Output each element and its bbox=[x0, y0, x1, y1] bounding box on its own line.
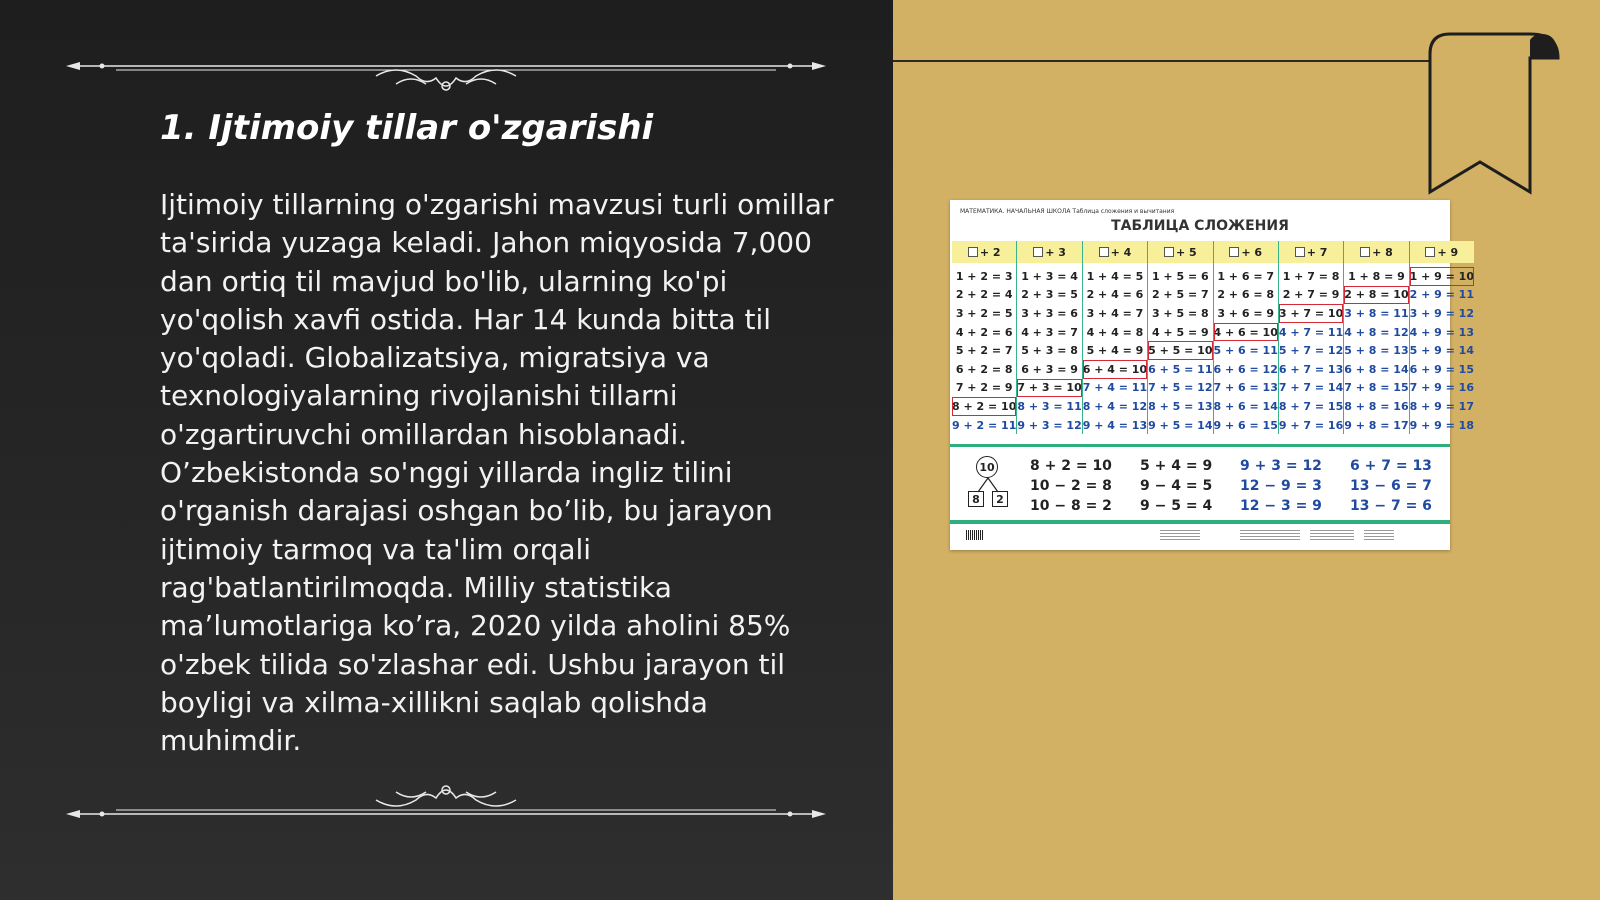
equation: 13 − 7 = 6 bbox=[1350, 498, 1432, 514]
table-column bbox=[1214, 241, 1279, 434]
table-cell: 5 + 6 = 11 bbox=[1213, 344, 1278, 358]
checkbox-square-icon bbox=[1164, 247, 1174, 257]
equation: 8 + 2 = 10 bbox=[1030, 458, 1112, 474]
table-cell: 2 + 9 = 11 bbox=[1409, 288, 1474, 302]
table-cell: 3 + 9 = 12 bbox=[1409, 306, 1474, 320]
table-cell: 3 + 8 = 11 bbox=[1344, 306, 1409, 320]
poster-header: МАТЕМАТИКА. НАЧАЛЬНАЯ ШКОЛА Таблица сложения и вычитания bbox=[960, 208, 1175, 215]
table-cell: 8 + 9 = 17 bbox=[1409, 399, 1474, 413]
table-cell: 6 + 5 = 11 bbox=[1148, 362, 1213, 376]
addition-grid bbox=[952, 241, 1474, 434]
table-cell: 7 + 3 = 10 bbox=[1017, 379, 1081, 398]
table-cell: 8 + 5 = 13 bbox=[1148, 399, 1213, 413]
table-cell: 4 + 4 = 8 bbox=[1086, 325, 1144, 339]
table-cell: 4 + 7 = 11 bbox=[1278, 325, 1344, 339]
table-cell: 8 + 2 = 10 bbox=[952, 397, 1016, 416]
checkbox-square-icon bbox=[1099, 247, 1109, 257]
column-header bbox=[1214, 241, 1278, 263]
poster-divider bbox=[950, 444, 1450, 447]
table-cell: 9 + 2 = 11 bbox=[952, 418, 1017, 432]
column-header bbox=[952, 241, 1016, 263]
column-header-label: + 2 bbox=[979, 245, 1001, 259]
equation-group bbox=[1240, 456, 1322, 516]
table-cell: 5 + 4 = 9 bbox=[1086, 344, 1144, 358]
checkbox-square-icon bbox=[1425, 247, 1435, 257]
table-column bbox=[1017, 241, 1082, 434]
column-header-label: + 9 bbox=[1437, 245, 1459, 259]
table-cell: 2 + 4 = 6 bbox=[1086, 288, 1144, 302]
bottom-ornament-divider bbox=[66, 770, 826, 830]
barcode-icon bbox=[966, 530, 984, 540]
checkbox-square-icon bbox=[968, 247, 978, 257]
table-cell: 9 + 3 = 12 bbox=[1017, 418, 1082, 432]
equation: 6 + 7 = 13 bbox=[1350, 458, 1432, 474]
table-cell: 1 + 8 = 9 bbox=[1348, 269, 1405, 283]
column-header-label: + 3 bbox=[1045, 245, 1066, 259]
column-header bbox=[1410, 241, 1474, 263]
column-header-label: + 7 bbox=[1306, 245, 1328, 259]
equation: 13 − 6 = 7 bbox=[1350, 478, 1432, 494]
table-cell: 4 + 2 = 6 bbox=[955, 325, 1013, 339]
poster-fineprint bbox=[1160, 530, 1200, 540]
table-cell: 3 + 7 = 10 bbox=[1279, 304, 1343, 323]
decomposition-part-b: 2 bbox=[992, 491, 1008, 507]
table-column bbox=[952, 241, 1017, 434]
table-cell: 9 + 4 = 13 bbox=[1082, 418, 1148, 432]
addition-table-image bbox=[950, 200, 1474, 550]
column-header bbox=[1279, 241, 1343, 263]
table-cell: 7 + 8 = 15 bbox=[1344, 381, 1409, 395]
table-cell: 1 + 7 = 8 bbox=[1282, 269, 1340, 283]
equation: 12 − 9 = 3 bbox=[1240, 478, 1322, 494]
table-cell: 4 + 5 = 9 bbox=[1151, 325, 1209, 339]
decomposition-total: 10 bbox=[976, 456, 998, 478]
column-header-label: + 4 bbox=[1110, 245, 1132, 259]
checkbox-square-icon bbox=[1033, 247, 1043, 257]
table-cell: 1 + 3 = 4 bbox=[1021, 269, 1078, 283]
equation: 10 − 2 = 8 bbox=[1030, 478, 1112, 494]
table-cell: 3 + 6 = 9 bbox=[1217, 306, 1275, 320]
column-header bbox=[1017, 241, 1081, 263]
table-cell: 9 + 9 = 18 bbox=[1409, 418, 1474, 432]
table-cell: 6 + 3 = 9 bbox=[1021, 362, 1078, 376]
table-cell: 4 + 6 = 10 bbox=[1214, 323, 1278, 342]
slide-title: 1. Ijtimoiy tillar o'zgarishi bbox=[160, 108, 654, 148]
table-cell: 2 + 8 = 10 bbox=[1344, 286, 1408, 305]
table-cell: 7 + 2 = 9 bbox=[955, 381, 1013, 395]
poster-fineprint bbox=[1364, 530, 1394, 540]
table-cell: 6 + 8 = 14 bbox=[1344, 362, 1409, 376]
table-cell: 2 + 6 = 8 bbox=[1217, 288, 1275, 302]
slide-body-text: Ijtimoiy tillarning o'zgarishi mavzusi turli omillar ta'sirida yuzaga keladi. Jahon miqyosida 7,000 dan ortiq til mavjud bo'lib, ularning ko'pi yo'qolish xavfi ostida. Har 14 kunda bitta til yo'qoladi. Globalizatsiya, migratsiya va texnologiyalarning rivojlanishi tillarni o'zgartiruvchi omillardan hisoblanadi. O’zbekistonda so'nggi yillarda ingliz tilini o'rganish darajasi oshgan bo’lib, bu jarayon ijtimoiy tarmoq va ta'lim orqali rag'batlantirilmoqda. Milliy statistika ma’lumotlariga ko’ra, 2020 yilda aholini 85% o'zbek tilida so'zlashar edi. Ushbu jarayon til boyligi va xilma-xillikni saqlab qolishda muhimdir. bbox=[160, 188, 834, 758]
decomposition-part-a: 8 bbox=[968, 491, 984, 507]
table-cell: 9 + 8 = 17 bbox=[1344, 418, 1409, 432]
table-cell: 5 + 9 = 14 bbox=[1409, 344, 1474, 358]
table-cell: 7 + 5 = 12 bbox=[1148, 381, 1213, 395]
table-cell: 5 + 7 = 12 bbox=[1278, 344, 1344, 358]
table-cell: 5 + 5 = 10 bbox=[1148, 341, 1212, 360]
accent-line bbox=[893, 60, 1453, 62]
poster-fineprint bbox=[1310, 530, 1354, 540]
table-cell: 2 + 2 = 4 bbox=[955, 288, 1013, 302]
column-header-label: + 6 bbox=[1241, 245, 1263, 259]
column-header bbox=[1083, 241, 1147, 263]
table-cell: 8 + 3 = 11 bbox=[1017, 399, 1082, 413]
table-cell: 6 + 2 = 8 bbox=[955, 362, 1013, 376]
table-column bbox=[1148, 241, 1213, 434]
table-cell: 2 + 5 = 7 bbox=[1151, 288, 1209, 302]
table-column bbox=[1344, 241, 1409, 434]
equation-group bbox=[1140, 456, 1212, 516]
table-cell: 4 + 8 = 12 bbox=[1344, 325, 1409, 339]
bookmark-ribbon-icon bbox=[1430, 34, 1560, 204]
table-cell: 5 + 3 = 8 bbox=[1021, 344, 1078, 358]
table-cell: 9 + 7 = 16 bbox=[1278, 418, 1344, 432]
table-cell: 6 + 6 = 12 bbox=[1213, 362, 1278, 376]
table-cell: 6 + 4 = 10 bbox=[1083, 360, 1147, 379]
table-cell: 1 + 2 = 3 bbox=[955, 269, 1013, 283]
checkbox-square-icon bbox=[1360, 247, 1370, 257]
equation-group bbox=[1030, 456, 1112, 516]
table-cell: 4 + 3 = 7 bbox=[1021, 325, 1078, 339]
table-cell: 3 + 2 = 5 bbox=[955, 306, 1013, 320]
table-cell: 1 + 4 = 5 bbox=[1086, 269, 1144, 283]
table-cell: 5 + 2 = 7 bbox=[955, 344, 1013, 358]
table-cell: 1 + 6 = 7 bbox=[1217, 269, 1275, 283]
table-cell: 9 + 5 = 14 bbox=[1148, 418, 1213, 432]
table-cell: 7 + 9 = 16 bbox=[1409, 381, 1474, 395]
table-cell: 8 + 8 = 16 bbox=[1344, 399, 1409, 413]
table-column bbox=[1410, 241, 1474, 434]
table-cell: 5 + 8 = 13 bbox=[1344, 344, 1409, 358]
table-cell: 6 + 7 = 13 bbox=[1278, 362, 1344, 376]
table-cell: 7 + 7 = 14 bbox=[1278, 381, 1344, 395]
column-header-label: + 5 bbox=[1175, 245, 1197, 259]
table-cell: 3 + 3 = 6 bbox=[1021, 306, 1078, 320]
table-cell: 9 + 6 = 15 bbox=[1213, 418, 1278, 432]
equation: 9 − 4 = 5 bbox=[1140, 478, 1213, 494]
poster-title: ТАБЛИЦА СЛОЖЕНИЯ bbox=[1111, 218, 1289, 234]
table-column bbox=[1279, 241, 1344, 434]
table-cell: 2 + 7 = 9 bbox=[1282, 288, 1340, 302]
poster-footer-bar bbox=[950, 520, 1450, 524]
table-cell: 8 + 7 = 15 bbox=[1278, 399, 1344, 413]
column-header bbox=[1344, 241, 1408, 263]
equation: 9 − 5 = 4 bbox=[1140, 498, 1213, 514]
table-cell: 1 + 9 = 10 bbox=[1410, 267, 1474, 286]
equation: 9 + 3 = 12 bbox=[1240, 458, 1322, 474]
decomposition-lines bbox=[972, 478, 1004, 492]
table-cell: 8 + 4 = 12 bbox=[1082, 399, 1148, 413]
checkbox-square-icon bbox=[1229, 247, 1239, 257]
top-ornament-divider bbox=[66, 36, 826, 96]
table-cell: 4 + 9 = 13 bbox=[1409, 325, 1474, 339]
equation: 5 + 4 = 9 bbox=[1140, 458, 1213, 474]
checkbox-square-icon bbox=[1295, 247, 1305, 257]
table-cell: 7 + 4 = 11 bbox=[1082, 381, 1148, 395]
table-cell: 6 + 9 = 15 bbox=[1409, 362, 1474, 376]
table-cell: 2 + 3 = 5 bbox=[1021, 288, 1078, 302]
table-cell: 8 + 6 = 14 bbox=[1213, 399, 1278, 413]
table-cell: 3 + 4 = 7 bbox=[1086, 306, 1144, 320]
table-cell: 1 + 5 = 6 bbox=[1151, 269, 1209, 283]
column-header-label: + 8 bbox=[1372, 245, 1393, 259]
poster-fineprint bbox=[1240, 530, 1300, 540]
equation: 10 − 8 = 2 bbox=[1030, 498, 1112, 514]
column-header bbox=[1148, 241, 1212, 263]
table-cell: 7 + 6 = 13 bbox=[1213, 381, 1278, 395]
equation: 12 − 3 = 9 bbox=[1240, 498, 1322, 514]
equation-group bbox=[1350, 456, 1432, 516]
table-cell: 3 + 5 = 8 bbox=[1151, 306, 1209, 320]
poster-equations bbox=[950, 452, 1450, 516]
table-column bbox=[1083, 241, 1148, 434]
